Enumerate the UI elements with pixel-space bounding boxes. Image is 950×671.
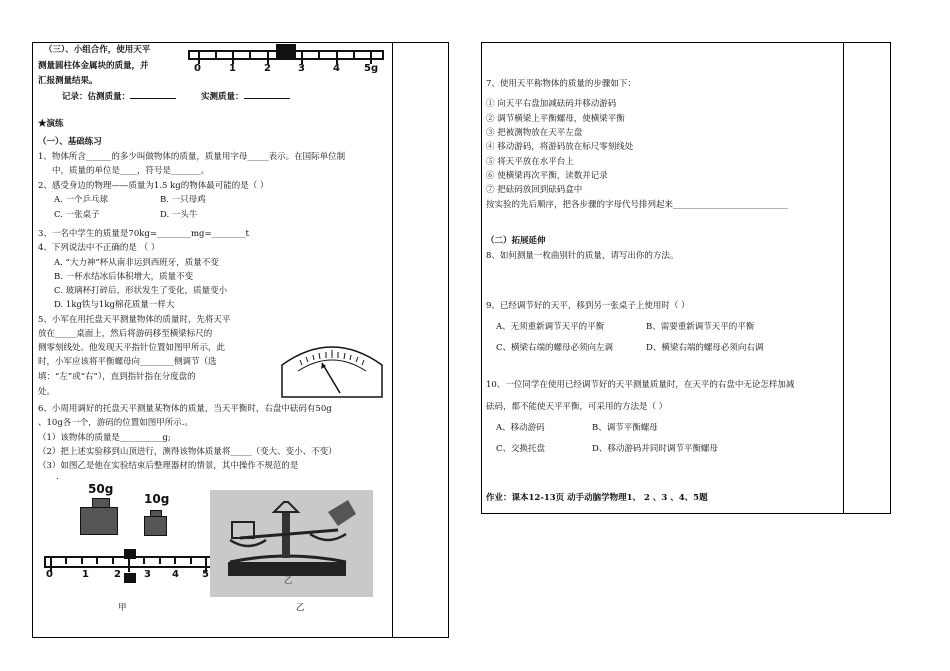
- record-blank-actual: [244, 98, 290, 99]
- ruler-label: 2: [114, 569, 121, 580]
- balance-dial-diagram: [278, 335, 386, 401]
- q2-option-b: B. 一只母鸡: [160, 195, 206, 205]
- ruler-label: 0: [46, 569, 53, 580]
- q6-part-2: （2）把上述实验移到山顶进行，测得该物体质量将_____（变大、变小、不变）: [38, 447, 337, 457]
- intro-line-1: （三）、小组合作，使用天平: [44, 45, 151, 55]
- q7-step-1: ① 向天平右盘加减砝码并移动游码: [486, 99, 617, 109]
- q9-option-b: B、需要重新调节天平的平衡: [646, 322, 755, 332]
- record-line: [62, 92, 290, 103]
- ruler-label: 0: [194, 63, 201, 74]
- top-ruler: [188, 50, 384, 76]
- ruler-tick: [198, 50, 200, 64]
- ruler-label: 5: [202, 569, 209, 580]
- q7-order: 按实验的先后顺序，把各步骤的字母代号排列起来___________________________: [486, 200, 788, 210]
- q4: 4、下列说法中不正确的是 （ ）: [38, 243, 160, 253]
- q4-option-c: C. 玻璃杯打碎后，形状发生了变化，质量变小: [54, 286, 228, 296]
- q4-option-d: D. 1kg铁与1kg棉花质量一样大: [54, 300, 175, 310]
- photo-caption: 乙: [284, 576, 293, 586]
- record-label: 记录：估测质量：: [62, 92, 131, 102]
- q4-option-b: B. 一杯水结冰后体积增大，质量不变: [54, 272, 194, 282]
- left-margin-line: [392, 42, 393, 638]
- right-margin-line: [843, 42, 844, 514]
- ruler-tick: [81, 556, 83, 564]
- intro-line-2: 测量圆柱体金属块的质量，并: [38, 61, 149, 71]
- q9-option-a: A、无须重新调节天平的平衡: [496, 322, 605, 332]
- ruler-tick: [318, 50, 320, 58]
- ruler-tick: [301, 50, 303, 64]
- stray-dot: .: [56, 472, 59, 482]
- ruler-tick: [249, 50, 251, 58]
- intro-line-3: 汇报测量结果。: [38, 76, 98, 86]
- figure-caption-jia: 甲: [118, 603, 127, 613]
- ruler-label: 2: [264, 63, 271, 74]
- q8: 8、如何测量一枚曲别针的质量，请写出你的方法。: [486, 251, 679, 261]
- q10-line-2: 砝码，都不能使天平平衡，可采用的方法是（ ）: [486, 402, 668, 412]
- ruler-tick: [370, 50, 372, 64]
- record-blank-estimate: [130, 98, 176, 99]
- q1-line-1: 1、物体所含______的多少叫做物体的质量，质量用字母_____表示。在国际单位制: [38, 152, 346, 162]
- ruler-tick: [215, 50, 217, 58]
- q3: 3、一名中学生的质量是70kg=________mg=________t: [38, 229, 249, 239]
- ruler-tick: [143, 556, 145, 564]
- q6-part-3: （3）如图乙是他在实验结束后整理器材的情景，其中操作不规范的是: [38, 461, 299, 471]
- ruler-tick: [267, 50, 269, 64]
- ruler-tick: [174, 556, 176, 564]
- homework: 作业：课本12-13页 动手动脑学物理1、 2 、3 、4、5题: [486, 493, 708, 503]
- q2-option-c: C. 一张桌子: [54, 210, 100, 220]
- actual-label: 实测质量：: [200, 92, 244, 102]
- ruler-tick: [159, 556, 161, 564]
- q7-step-5: ⑤ 将天平放在水平台上: [486, 157, 574, 167]
- q2: 2、感受身边的物理——质量为1.5 kg的物体最可能的是（ ）: [38, 181, 269, 191]
- q5-line-2: 放在_____桌面上，然后将游码移至横梁标尺的: [38, 329, 213, 339]
- practice-heading: ★演练: [38, 119, 64, 129]
- q6-part-1: （1）该物体的质量是__________g;: [38, 433, 171, 443]
- ruler-label: 4: [172, 569, 179, 580]
- balance-photo: [210, 490, 373, 597]
- ruler-tick: [96, 556, 98, 564]
- q1-line-2: 中，质量的单位是____，符号是_______。: [52, 166, 210, 176]
- q10-option-b: B、调节平衡螺母: [592, 423, 658, 433]
- figure-caption-yi: 乙: [296, 603, 305, 613]
- ruler-tick: [65, 556, 67, 564]
- weight-10g-body: [144, 516, 167, 536]
- q2-option-a: A. 一个乒乓球: [54, 195, 109, 205]
- ruler-tick: [232, 50, 234, 64]
- q9-option-d: D、横梁右端的螺母必须向右调: [646, 343, 764, 353]
- ruler-label: 1: [82, 569, 89, 580]
- q7-step-7: ⑦ 把砝码放回到砝码盒中: [486, 185, 583, 195]
- weight-50g-label: 50g: [88, 482, 114, 496]
- ruler-tick: [336, 50, 338, 64]
- ruler-tick: [190, 556, 192, 564]
- rider-marker: [124, 573, 136, 583]
- q9: 9、已经调节好的天平，移到另一张桌子上使用时（ ）: [486, 301, 690, 311]
- q10-option-a: A、移动游码: [496, 423, 545, 433]
- q7-step-2: ② 调节横梁上平衡螺母，使横梁平衡: [486, 114, 625, 124]
- q10-option-c: C、交换托盘: [496, 444, 546, 454]
- q7-step-6: ⑥ 使横梁再次平衡，读数并记录: [486, 171, 608, 181]
- q2-option-d: D. 一头牛: [160, 210, 198, 220]
- ruler-label: 5g: [364, 63, 379, 74]
- q6-line-1: 6、小周用调好的托盘天平测量某物体的质量，当天平衡时，右盘中砝码有50g: [38, 404, 332, 414]
- q7: 7、使用天平称物体的质量的步骤如下：: [486, 79, 636, 89]
- ruler-label: 1: [229, 63, 236, 74]
- basic-heading: （一）、基础练习: [38, 137, 102, 147]
- ruler-label: 3: [298, 63, 305, 74]
- q5-line-4: 时，小军应该将平衡螺母向________侧调节（选: [38, 357, 217, 367]
- q7-step-3: ③ 把被测物放在天平左盘: [486, 128, 583, 138]
- rider-marker: [124, 549, 136, 559]
- rider-marker: [276, 44, 296, 58]
- weight-50g-body: [80, 507, 118, 535]
- q5-line-1: 5、小军在用托盘天平测量物体的质量时，先将天平: [38, 315, 231, 325]
- weight-10g-label: 10g: [144, 492, 170, 506]
- q5-line-6: 处。: [38, 387, 56, 397]
- ruler-label: 4: [333, 63, 340, 74]
- q5-line-5: 填：“左”或“右”），直到指针指在分度盘的: [38, 372, 196, 382]
- q6-line-2: 、10g各一个，游码的位置如图甲所示.。: [38, 418, 193, 428]
- ruler-label: 3: [144, 569, 151, 580]
- q10-option-d: D、移动游码并同时调节平衡螺母: [592, 444, 718, 454]
- q9-option-c: C、横梁右端的螺母必须向左调: [496, 343, 614, 353]
- q5-line-3: 侧零刻线处。他发现天平指针位置如图甲所示，此: [38, 343, 226, 353]
- ruler-tick: [112, 556, 114, 564]
- q4-option-a: A. “大力神”杯从南非运到西班牙，质量不变: [54, 258, 219, 268]
- extension-heading: （二）拓展延伸: [486, 236, 546, 246]
- ruler-tick: [353, 50, 355, 58]
- q7-step-4: ④ 移动游码，将游码放在标尺零刻线处: [486, 142, 634, 152]
- q10-line-1: 10、一位同学在使用已经调节好的天平测量质量时，在天平的右盘中无论怎样加减: [486, 380, 795, 390]
- bottom-ruler: [44, 556, 212, 584]
